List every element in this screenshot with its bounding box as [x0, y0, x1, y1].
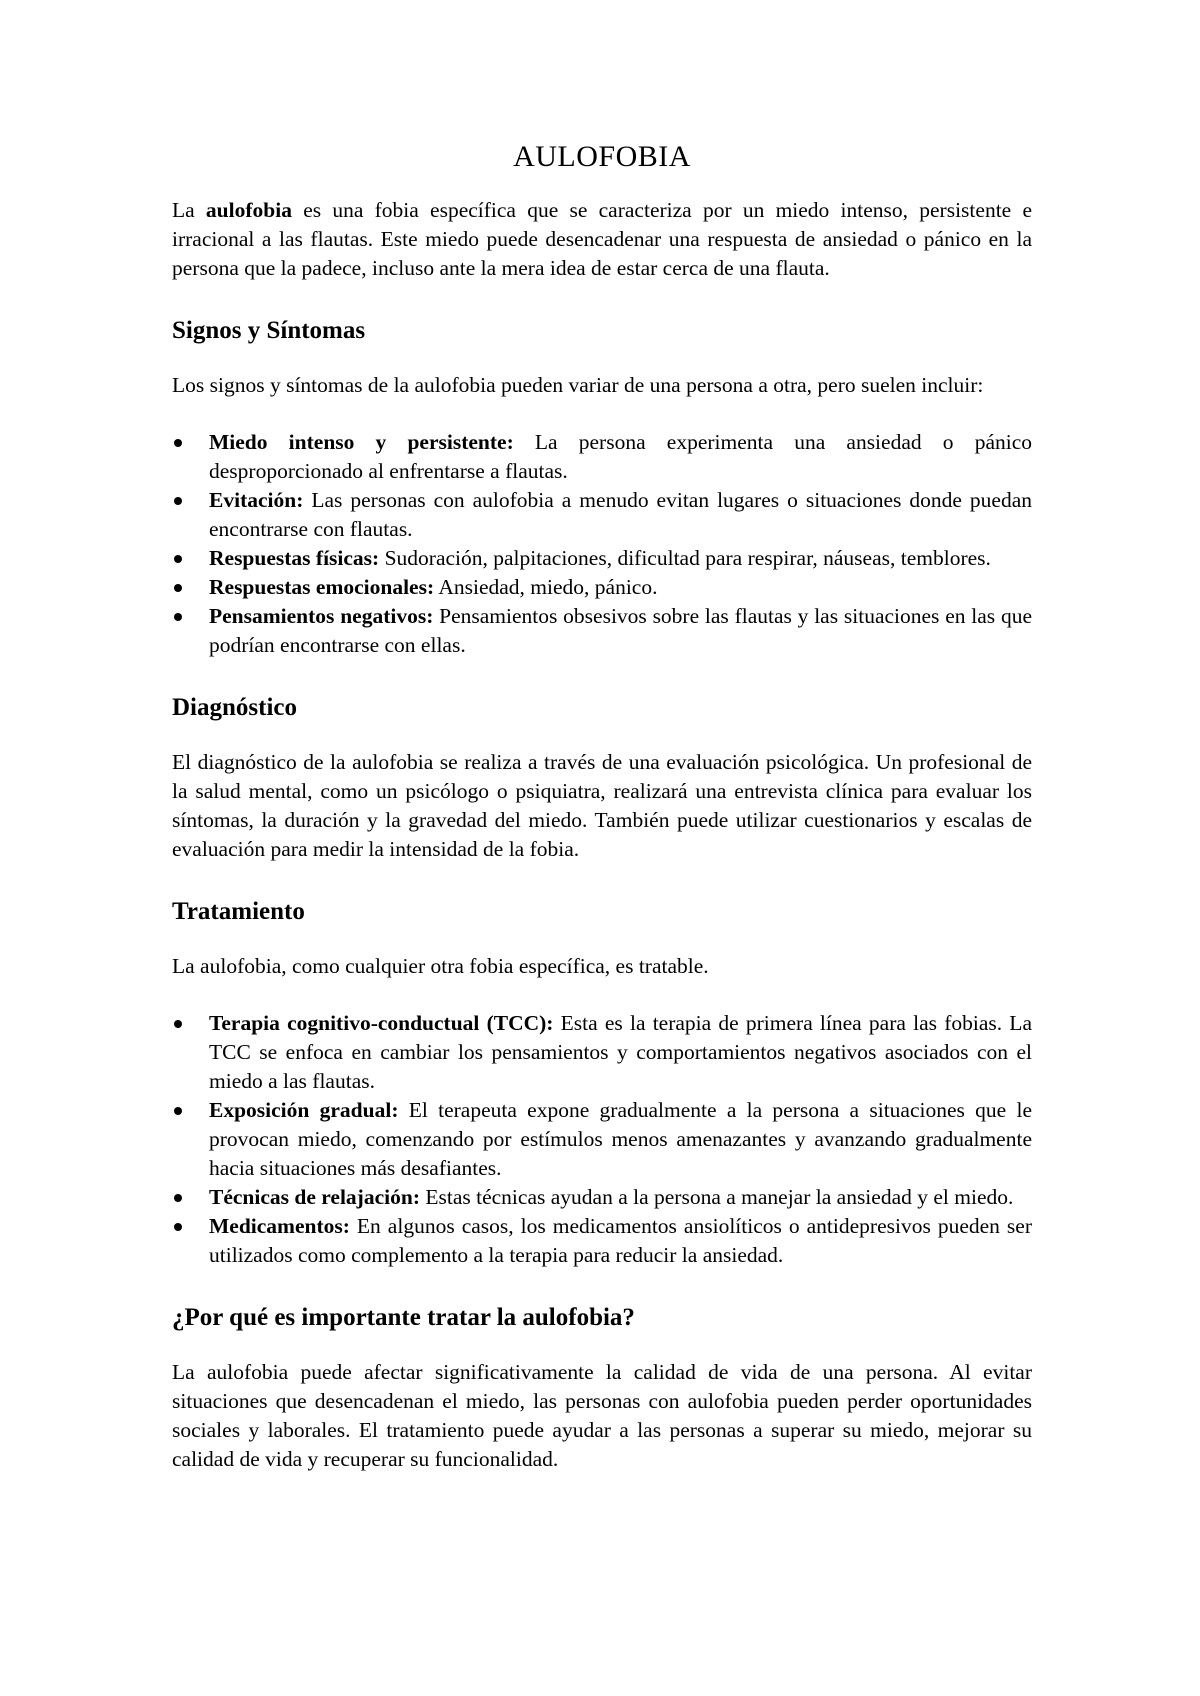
- item-text: Estas técnicas ayudan a la persona a manejar la ansiedad y el miedo.: [419, 1185, 1014, 1209]
- list-item: [172, 544, 1032, 573]
- treatment-list: [172, 1009, 1032, 1270]
- intro-rest: es una fobia específica que se caracteriza por un miedo intenso, persistente e irracional a las flautas. Este miedo puede desencadenar una respuesta de ansiedad o pánico en la persona que la padece, incluso ante la mera idea de estar cerca de una flauta.: [172, 198, 1032, 280]
- item-text: El terapeuta expone gradualmente a la persona a situaciones que le provocan miedo, comenzando por estímulos menos amenazantes y avanzando gradualmente hacia situaciones más desafiantes.: [209, 1098, 1033, 1180]
- item-label: Técnicas de relajación:: [209, 1185, 420, 1209]
- intro-prefix: La: [172, 198, 206, 222]
- bullet-icon: [174, 1223, 182, 1231]
- item-label: Respuestas físicas:: [209, 546, 380, 570]
- item-label: Pensamientos negativos:: [209, 604, 434, 628]
- signs-heading: Signos y Síntomas: [172, 317, 366, 344]
- list-item: [172, 602, 1032, 660]
- item-label: Miedo intenso y persistente:: [209, 430, 514, 454]
- bullet-icon: [174, 1020, 182, 1028]
- bullet-icon: [174, 1107, 182, 1115]
- item-label: Exposición gradual:: [209, 1098, 399, 1122]
- signs-intro: Los signos y síntomas de la aulofobia pueden variar de una persona a otra, pero suelen incluir:: [172, 373, 984, 397]
- item-label: Respuestas emocionales:: [209, 575, 435, 599]
- list-item: [172, 573, 1032, 602]
- diagnosis-heading: Diagnóstico: [172, 694, 297, 721]
- list-item: [172, 486, 1032, 544]
- item-text: En algunos casos, los medicamentos ansiolíticos o antidepresivos pueden ser utilizados como complemento a la terapia para reducir la ansiedad.: [209, 1214, 1032, 1267]
- bullet-icon: [174, 439, 182, 447]
- item-text: Ansiedad, miedo, pánico.: [434, 575, 658, 599]
- item-text: Pensamientos obsesivos sobre las flautas y las situaciones en las que podrían encontrarse con ellas.: [209, 604, 1032, 657]
- document-title: AULOFOBIA: [513, 140, 691, 173]
- item-label: Terapia cognitivo-conductual (TCC):: [209, 1011, 554, 1035]
- item-text: Esta es la terapia de primera línea para las fobias. La TCC se enfoca en cambiar los pensamientos y comportamientos negativos asociados con el miedo a las flautas.: [209, 1011, 1032, 1093]
- bullet-icon: [174, 613, 182, 621]
- item-label: Medicamentos:: [209, 1214, 350, 1238]
- list-item: [172, 1096, 1032, 1183]
- importance-paragraph: La aulofobia puede afectar significativamente la calidad de vida de una persona. Al evitar situaciones que desencadenan el miedo, las personas con aulofobia pueden perder oportunidades sociales y laborales. El tratamiento puede ayudar a las personas a superar su miedo, mejorar su calidad de vida y recuperar su funcionalidad.: [172, 1360, 1032, 1471]
- bullet-icon: [174, 497, 182, 505]
- diagnosis-paragraph: El diagnóstico de la aulofobia se realiza a través de una evaluación psicológica. Un profesional de la salud mental, como un psicólogo o psiquiatra, realizará una entrevista clínica para evaluar los síntomas, la duración y la gravedad del miedo. También puede utilizar cuestionarios y escalas de evaluación para medir la intensidad de la fobia.: [172, 750, 1032, 861]
- intro-paragraph: [172, 196, 1032, 283]
- item-text: Las personas con aulofobia a menudo evitan lugares o situaciones donde puedan encontrarse con flautas.: [209, 488, 1032, 541]
- item-text: Sudoración, palpitaciones, dificultad para respirar, náuseas, temblores.: [379, 546, 991, 570]
- list-item: [172, 1183, 1032, 1212]
- list-item: [172, 428, 1032, 486]
- item-text: La persona experimenta una ansiedad o pánico desproporcionado al enfrentarse a flautas.: [209, 430, 1033, 483]
- intro-term: aulofobia: [205, 198, 292, 222]
- item-label: Evitación:: [209, 488, 304, 512]
- bullet-icon: [174, 1194, 182, 1202]
- treatment-heading: Tratamiento: [172, 898, 305, 925]
- list-item: [172, 1212, 1032, 1270]
- bullet-icon: [174, 584, 182, 592]
- importance-heading: ¿Por qué es importante tratar la aulofobia?: [172, 1304, 635, 1331]
- signs-list: [172, 428, 1032, 660]
- bullet-icon: [174, 555, 182, 563]
- treatment-intro: La aulofobia, como cualquier otra fobia específica, es tratable.: [172, 954, 709, 978]
- list-item: [172, 1009, 1032, 1096]
